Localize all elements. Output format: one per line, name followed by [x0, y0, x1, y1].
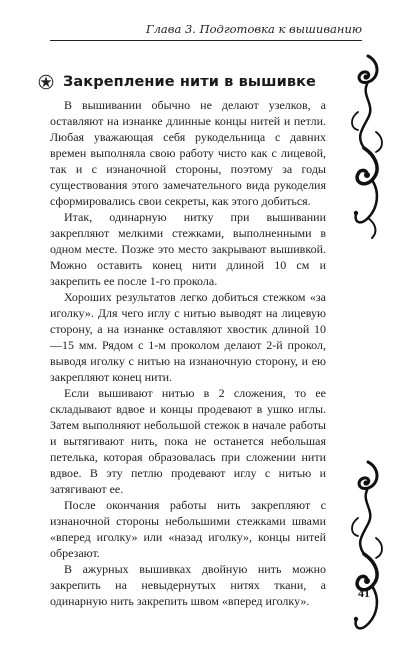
page-number: 41 [358, 586, 370, 600]
paragraph: В ажурных вышивках двойную нить можно закрепить на невыдернутых нитях ткани, а одинарную нить закрепить швом «вперед иголку». [50, 562, 326, 608]
paragraph: Итак, одинарную нитку при вышивании закрепляют мелкими стежками, выполненными в одном месте. Позже это место закрывают вышивкой. Можно оставить конец нити длиной 10 см и закрепить ее после 1-го прокола. [50, 210, 326, 288]
scroll-flourish-icon [346, 52, 390, 242]
paragraph: В вышивании обычно не делают узелков, а оставляют на изнанке длинные концы нитей и петли. Любая уважающая себя рукодельница с давних времен выполняла свою работу чисто как с лицевой, так и с изнаночной стороны, поэтому за годы существования этого замечательного вида рукоделия сформировались свои секреты, как этого добиться. [50, 98, 326, 208]
paragraph: Если вышивают нитью в 2 сложения, то ее складывают вдвое и концы продевают в ушко иглы. Затем выполняют небольшой стежок в начале работы и вытягивают нить, пока не останется небольшая петелька, которая образовалась при сложении нити вдвое. В эту петлю продевают иглу с нитью и затягивают ее. [50, 386, 326, 496]
section-heading [38, 74, 316, 90]
paragraph: После окончания работы нить закрепляют с изнаночной стороны небольшими стежками швами «вперед иголку» или «назад иголку», концы нитей обрезают. [50, 498, 326, 560]
section-title: Закрепление нити в вышивке [63, 74, 316, 90]
body-text [50, 97, 326, 609]
running-header: Глава 3. Подготовка к вышиванию [145, 22, 362, 36]
ornamental-star-icon [38, 74, 54, 90]
scroll-flourish-icon [346, 458, 390, 648]
paragraph: Хороших результатов легко добиться стежком «за иголку». Для чего иглу с нитью выводят на лицевую сторону, а на изнанке оставляют хвостик длиной 10—15 мм. Рядом с 1-м проколом делают 2-й прокол, выводя иголку с нитью на изнаночную сторону, и ею закрепляют конец нити. [50, 290, 326, 384]
header-divider [50, 40, 362, 41]
